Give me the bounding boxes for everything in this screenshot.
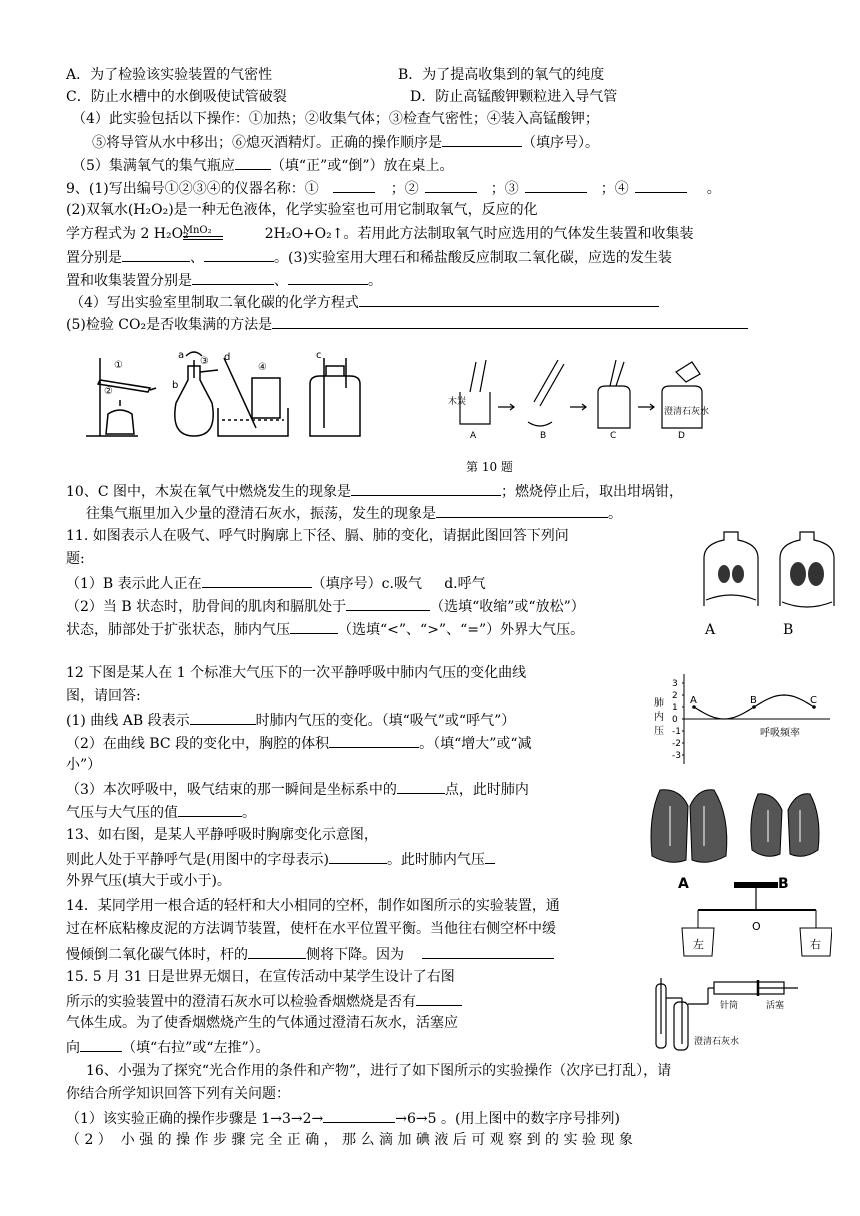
limewater-label-10: 澄清石灰水 <box>664 407 710 417</box>
lung-pressure-chart <box>650 664 840 768</box>
label-circle-3: ③ <box>200 356 209 367</box>
q13-line3: 外界气压(填大于或小于)。 <box>66 873 231 889</box>
q12-line5: 小”） <box>66 757 102 773</box>
q15-line1: 15. 5 月 31 日是世界无烟日，在宣传活动中某学生设计了右图 <box>66 969 455 985</box>
charcoal-label: 木炭 <box>448 397 467 407</box>
q12-line2: 图，请回答: <box>66 688 141 704</box>
q8-option-c: C．防止水槽中的水倒吸使试管破裂 <box>66 89 287 105</box>
chart-ylabel-1: 肺 <box>654 698 664 709</box>
chart-ylabel-2: 内 <box>654 712 664 723</box>
chart-ytick-label: 3 <box>672 679 678 689</box>
q12-line6: （3）本次呼吸中，吸气结束的那一瞬间是坐标系中的 点，此时肺内 <box>66 779 529 799</box>
pivot-label: O <box>752 920 761 933</box>
q13-fig-label-a: A <box>678 876 689 892</box>
q11-fig-label-b: B <box>783 622 794 638</box>
q12-line1: 12 下图是某人在 1 个标准大气压下的一次平静呼吸中肺内气压的变化曲线 <box>66 665 527 681</box>
label-d: d <box>224 352 231 363</box>
q14-line3: 慢倾倒二氧化碳气体时，杆的 侧将下降。因为 <box>66 944 554 964</box>
q16-line1: 16、小强为了探究“光合作用的条件和产物”，进行了如下图所示的实验操作（次序已打乱），请 <box>86 1063 672 1079</box>
q9-line5: 置和收集装置分别是 、 。 <box>66 270 382 290</box>
limewater-label-15: 澄清石灰水 <box>694 1037 740 1047</box>
label-circle-4: ④ <box>258 362 267 373</box>
q9-line2: (2)双氧水(H₂O₂)是一种无色液体，化学实验室也可用它制取氧气，反应的化 <box>66 202 538 218</box>
q9-line4: 置分别是 、 。(3)实验室用大理石和稀盐酸反应制取二氧化碳，应选的发生装 <box>66 247 672 267</box>
lab-apparatus-figure <box>78 348 368 448</box>
q13-fig-label-b: B <box>778 876 789 892</box>
figure-10-caption: 第 10 题 <box>466 460 513 474</box>
q11-line5: 状态，肺部处于扩张状态，肺内气压 （选填“<”、“>”、“=”）外界大气压。 <box>66 619 584 639</box>
chart-ytick-label: 0 <box>672 715 678 725</box>
label-circle-1: ① <box>114 360 123 371</box>
chart-ytick-label: -1 <box>672 727 681 737</box>
q11-line4: （2）当 B 状态时，肋骨间的肌肉和膈肌处于 （选填“收缩”或“放松”） <box>66 596 585 616</box>
q16-line3: （1）该实验正确的操作步骤是 1→3→2→ →6→5 。(用上图中的数字序号排列) <box>66 1108 620 1128</box>
catalyst-label: MnO₂ <box>182 225 212 236</box>
charcoal-combustion-figure <box>440 352 730 452</box>
balance-figure <box>676 880 832 960</box>
q8-part5: （5）集满氧气的集气瓶应 （填“正”或“倒”）放在桌上。 <box>72 155 454 175</box>
fig10-label-c: C <box>610 431 617 441</box>
q8-option-b: B．为了提高收集到的氧气的纯度 <box>398 67 605 83</box>
q11-line3: （1）B 表示此人正在 （填序号）c.吸气 d.呼气 <box>66 573 486 593</box>
q13-line1: 13、如右图，是某人平静呼吸时胸廓变化示意图， <box>66 827 378 843</box>
syringe-label: 针筒 <box>720 1001 739 1011</box>
q10-line2: 往集气瓶里加入少量的澄清石灰水，振荡，发生的现象是 。 <box>86 503 622 523</box>
chart-point-label-a: A <box>690 695 697 706</box>
chart-point-label-c: C <box>810 695 817 706</box>
q15-line2: 所示的实验装置中的澄清石灰水可以检验香烟燃烧是否有 <box>66 991 462 1011</box>
chart-xlabel: 呼吸频率 <box>760 728 800 739</box>
q8-option-d: D．防止高锰酸钾颗粒进入导气管 <box>410 89 618 105</box>
q11-line2: 题: <box>66 551 85 567</box>
chart-point-label-b: B <box>750 695 757 706</box>
q9-line1: 9、(1)写出编号①②③④的仪器名称：① ；② ；③ ；④ 。 <box>66 178 721 198</box>
cigarette-syringe-figure <box>648 974 806 1056</box>
fig10-label-b: B <box>540 431 547 441</box>
q12-line4: （2）在曲线 BC 段的变化中，胸腔的体积 。（填“增大”或“减 <box>66 733 532 753</box>
balance-mount <box>734 882 778 888</box>
q12-line3: (1) 曲线 AB 段表示 时肺内气压的变化。（填“吸气”或“呼气”） <box>66 710 515 730</box>
right-cup-label: 右 <box>810 938 821 951</box>
q16-line4: （ 2 ） 小 强 的 操 作 步 骤 完 全 正 确 ， 那 么 滴 加 碘 液 后 可 观 察 到 的 实 验 现 象 <box>66 1132 633 1148</box>
label-c: c <box>316 350 322 361</box>
q15-line4: 向 （填“右拉”或“左推”）。 <box>66 1037 270 1057</box>
q8-option-a: A．为了检验该实验装置的气密性 <box>66 67 273 83</box>
q14-line2: 过在杯底粘橡皮泥的方法调节装置，使杆在水平位置平衡。当他往右侧空杯中缓 <box>66 921 556 937</box>
piston-label: 活塞 <box>766 1001 785 1011</box>
chart-ytick-label: -3 <box>672 751 681 761</box>
chart-ytick-label: 1 <box>672 703 678 713</box>
chart-ytick-label: -2 <box>672 739 681 749</box>
chart-ytick-label: 2 <box>672 691 678 701</box>
q9-line7: (5)检验 CO₂是否收集满的方法是 <box>66 314 748 334</box>
q14-line1: 14．某同学用一根合适的轻杆和大小相同的空杯，制作如图所示的实验装置，通 <box>66 898 560 914</box>
label-a: a <box>178 350 185 361</box>
q8-part4-line1: （4）此实验包括以下操作：①加热；②收集气体；③检查气密性；④装入高锰酸钾； <box>72 111 599 127</box>
q10-line1: 10、C 图中，木炭在氧气中燃烧发生的现象是 ；燃烧停止后，取出坩埚钳， <box>66 481 683 501</box>
fig10-label-d: D <box>678 431 685 441</box>
q9-line6: （4）写出实验室里制取二氧化碳的化学方程式 <box>70 292 659 312</box>
q8-part4-line2: ⑤将导管从水中移出；⑥熄灭酒精灯。正确的操作顺序是 （填序号）。 <box>92 132 599 152</box>
q11-line1: 11. 如图表示人在吸气、呼气时胸廓上下径、膈、肺的变化，请据此图回答下列问 <box>66 528 569 544</box>
q15-line3: 气体生成。为了使香烟燃烧产生的气体通过澄清石灰水，活塞应 <box>66 1015 458 1031</box>
q11-fig-label-a: A <box>705 622 716 638</box>
q16-line2: 你结合所学知识回答下列有关问题： <box>66 1086 290 1102</box>
bell-jar-lung-model-figure <box>694 528 844 610</box>
label-circle-2: ② <box>104 386 113 397</box>
q9-line3: 学方程式为 2 H₂O₂ MnO₂ 2H₂O+O₂↑。若用此方法制取氧气时应选用的气体发生装置和收集装 <box>66 224 693 243</box>
chart-ylabel-3: 压 <box>654 726 664 737</box>
label-b: b <box>172 380 179 391</box>
fig10-label-a: A <box>470 431 477 441</box>
q13-line2: 则此人处于平静呼气是(用图中的字母表示) 。此时肺内气压 <box>66 849 495 869</box>
chest-cavity-figure <box>640 776 830 894</box>
left-cup-label: 左 <box>693 938 704 951</box>
q12-line7: 气压与大气压的值 。 <box>66 802 256 822</box>
